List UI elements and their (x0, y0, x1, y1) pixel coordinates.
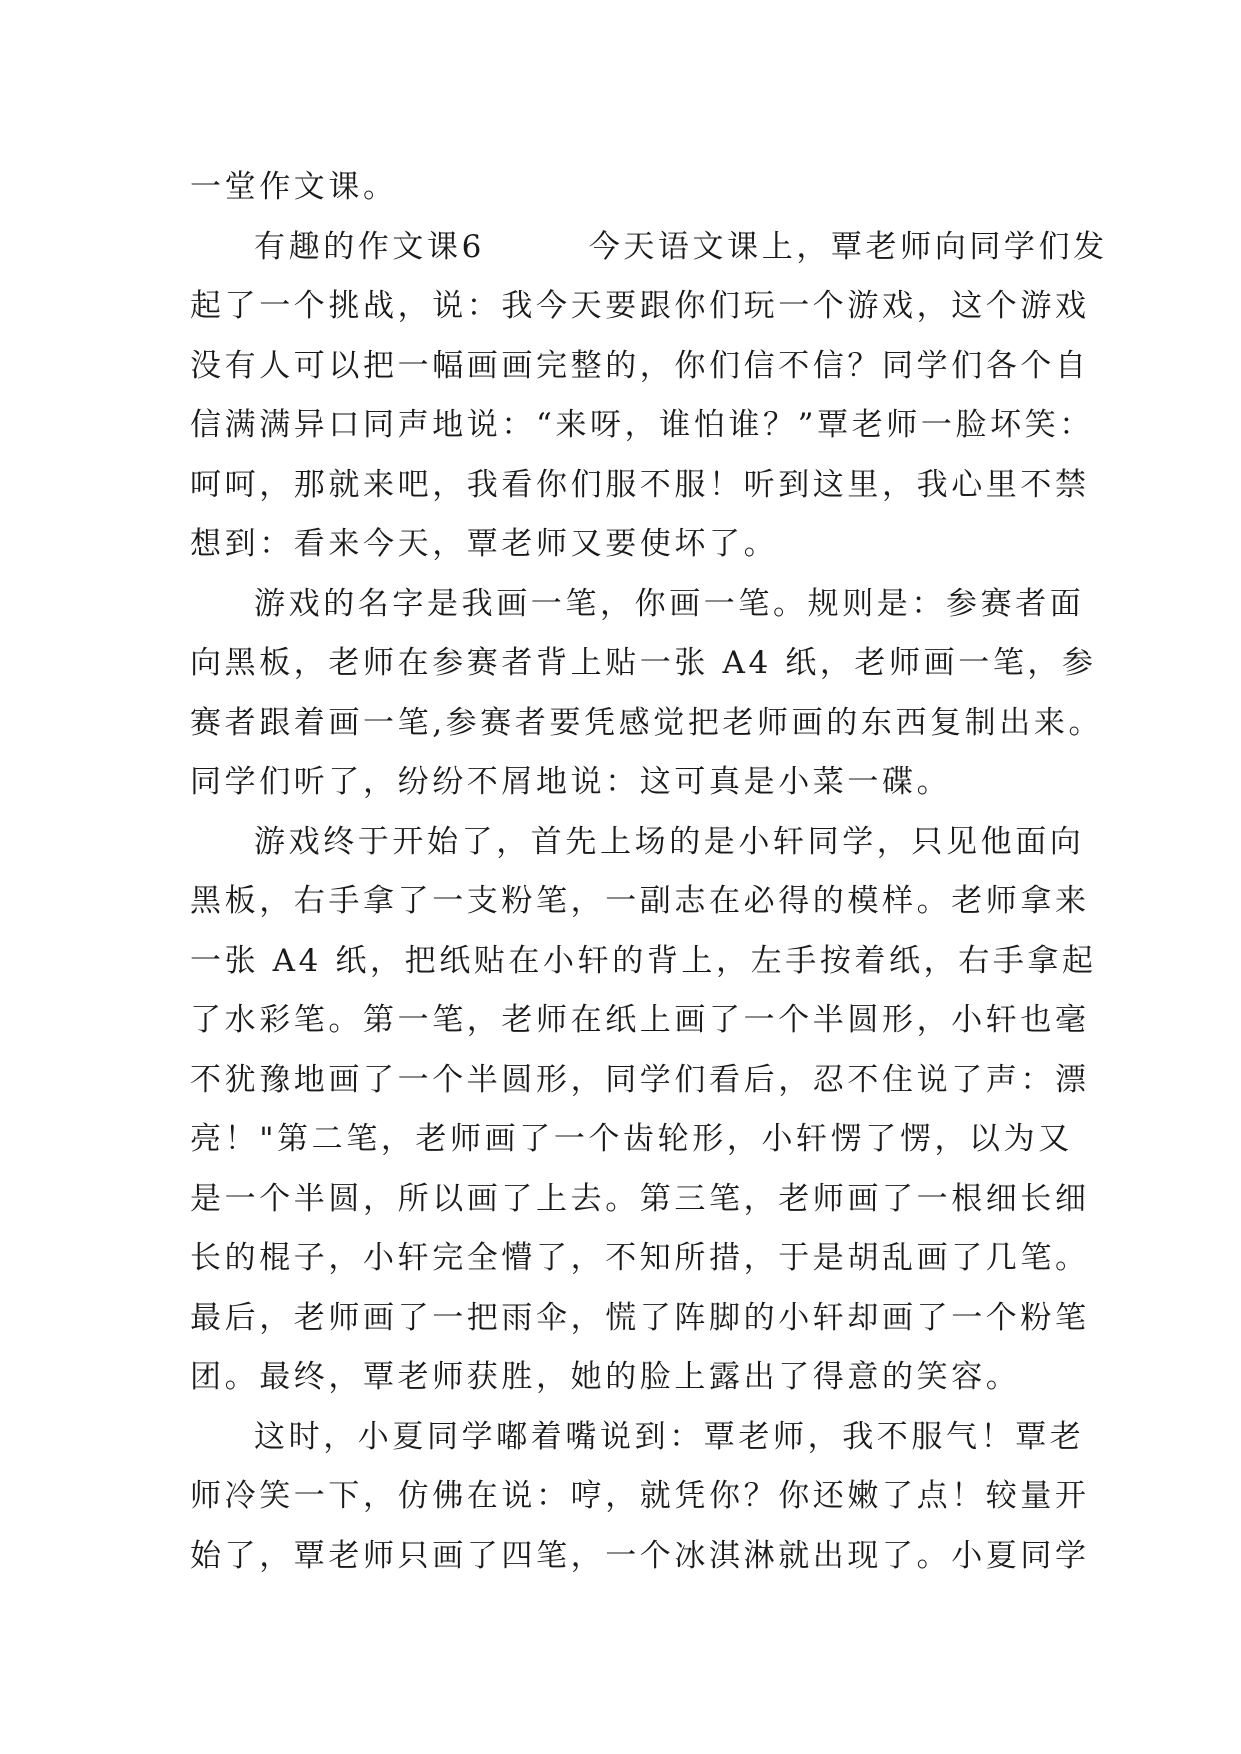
text-line: 黑板，右手拿了一支粉笔，一副志在必得的模样。老师拿来 (190, 883, 1090, 919)
text-line: 亮！"第二笔，老师画了一个齿轮形，小轩愣了愣，以为又 (190, 1121, 1073, 1157)
text-line: 师冷笑一下，仿佛在说：哼，就凭你？你还嫩了点！较量开 (190, 1478, 1090, 1514)
text-line: 团。最终，覃老师获胜，她的脸上露出了得意的笑容。 (190, 1359, 1021, 1395)
text-line: 长的棍子，小轩完全懵了，不知所措，于是胡乱画了几笔。 (190, 1240, 1090, 1276)
text-line: 没有人可以把一幅画画完整的，你们信不信？同学们各个自 (190, 347, 1090, 384)
text-line: 了水彩笔。第一笔，老师在纸上画了一个半圆形，小轩也毫 (190, 1002, 1090, 1038)
text-line: 向黑板，老师在参赛者背上贴一张 A4 纸，老师画一笔，参 (190, 645, 1097, 681)
text-line: 最后，老师画了一把雨伞，慌了阵脚的小轩却画了一个粉笔 (190, 1299, 1090, 1336)
text-line: 呵呵，那就来吧，我看你们服不服！听到这里，我心里不禁 (190, 466, 1090, 503)
text-line: 是一个半圆，所以画了上去。第三笔，老师画了一根细长细 (190, 1180, 1090, 1217)
text-line: 赛者跟着画一笔,参赛者要凭感觉把老师画的东西复制出来。 (190, 704, 1104, 741)
paragraph-start-line: 游戏的名字是我画一笔，你画一笔。规则是：参赛者面 (254, 585, 1085, 622)
text-line: 不犹豫地画了一个半圆形，同学们看后，忍不住说了声：漂 (190, 1061, 1090, 1098)
text-line: 想到：看来今天，覃老师又要使坏了。 (190, 526, 779, 562)
paragraph-start-line: 有趣的作文课6 今天语文课上，覃老师向同学们发 (254, 228, 1108, 265)
text-line: 一张 A4 纸，把纸贴在小轩的背上，左手按着纸，右手拿起 (190, 942, 1097, 979)
text-line: 信满满异口同声地说：“来呀，谁怕谁？”覃老师一脸坏笑： (190, 407, 1094, 443)
text-line: 同学们听了，纷纷不屑地说：这可真是小菜一碟。 (190, 764, 952, 800)
paragraph-start-line: 游戏终于开始了，首先上场的是小轩同学，只见他面向 (254, 823, 1085, 860)
text-line: 一堂作文课。 (190, 169, 398, 205)
text-line: 起了一个挑战，说：我今天要跟你们玩一个游戏，这个游戏 (190, 288, 1090, 324)
article-body (190, 158, 1108, 1586)
paragraph-start-line: 这时，小夏同学嘟着嘴说到：覃老师，我不服气！覃老 (254, 1418, 1085, 1455)
text-line: 始了，覃老师只画了四笔，一个冰淇淋就出现了。小夏同学 (190, 1537, 1090, 1574)
